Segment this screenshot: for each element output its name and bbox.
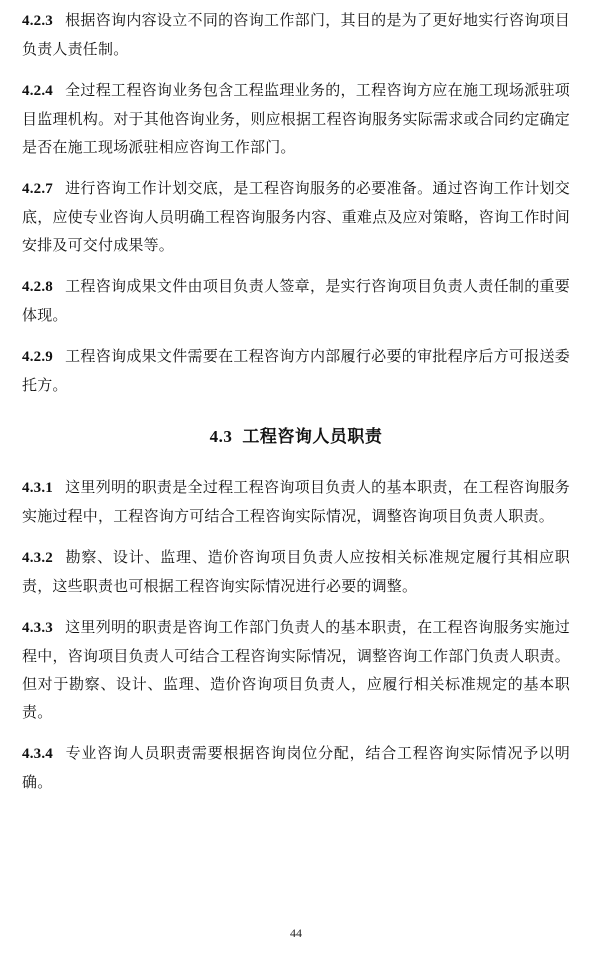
clause-number: 4.2.8 <box>22 279 53 295</box>
clause-4-2-3 <box>22 6 570 63</box>
clause-text: 全过程工程咨询业务包含工程监理业务的，工程咨询方应在施工现场派驻项目监理机构。对于其他咨询业务，则应根据工程咨询服务实际需求或合同约定确定是否在施工现场派驻相应咨询工作部门。 <box>22 81 570 156</box>
clause-4-3-1 <box>22 473 570 530</box>
clause-number: 4.2.4 <box>22 83 53 99</box>
clause-4-3-4 <box>22 739 570 796</box>
clause-4-3-3 <box>22 613 570 726</box>
page-number: 44 <box>290 926 302 940</box>
clause-4-3-2 <box>22 543 570 600</box>
clause-number: 4.3.2 <box>22 550 53 566</box>
section-number: 4.3 <box>209 427 233 446</box>
clause-text: 专业咨询人员职责需要根据咨询岗位分配，结合工程咨询实际情况予以明确。 <box>22 744 570 791</box>
clause-text: 勘察、设计、监理、造价咨询项目负责人应按相关标准规定履行其相应职责，这些职责也可根据工程咨询实际情况进行必要的调整。 <box>22 548 570 595</box>
clause-4-2-7 <box>22 174 570 259</box>
clause-text: 进行咨询工作计划交底，是工程咨询服务的必要准备。通过咨询工作计划交底，应使专业咨询人员明确工程咨询服务内容、重难点及应对策略，咨询工作时间安排及可交付成果等。 <box>22 179 570 254</box>
clause-text: 这里列明的职责是全过程工程咨询项目负责人的基本职责，在工程咨询服务实施过程中，工程咨询方可结合工程咨询实际情况，调整咨询项目负责人职责。 <box>22 478 570 525</box>
clause-number: 4.3.3 <box>22 620 53 636</box>
clause-text: 根据咨询内容设立不同的咨询工作部门，其目的是为了更好地实行咨询项目负责人责任制。 <box>22 11 570 58</box>
section-heading <box>22 423 570 451</box>
clause-text: 工程咨询成果文件需要在工程咨询方内部履行必要的审批程序后方可报送委托方。 <box>22 347 570 394</box>
section-title-text: 工程咨询人员职责 <box>242 427 383 447</box>
clause-number: 4.2.3 <box>22 13 53 29</box>
clause-number: 4.3.4 <box>22 746 53 762</box>
clause-number: 4.2.9 <box>22 349 53 365</box>
clause-number: 4.3.1 <box>22 480 53 496</box>
clause-4-2-4 <box>22 76 570 161</box>
clause-text: 工程咨询成果文件由项目负责人签章，是实行咨询项目负责人责任制的重要体现。 <box>22 277 570 324</box>
clause-4-2-8 <box>22 272 570 329</box>
clause-text: 这里列明的职责是咨询工作部门负责人的基本职责，在工程咨询服务实施过程中，咨询项目负责人可结合工程咨询实际情况，调整咨询工作部门负责人职责。但对于勘察、设计、监理、造价咨询项目负责人，应履行相关标准规定的基本职责。 <box>22 618 570 721</box>
clause-4-2-9 <box>22 342 570 399</box>
clause-number: 4.2.7 <box>22 181 53 197</box>
